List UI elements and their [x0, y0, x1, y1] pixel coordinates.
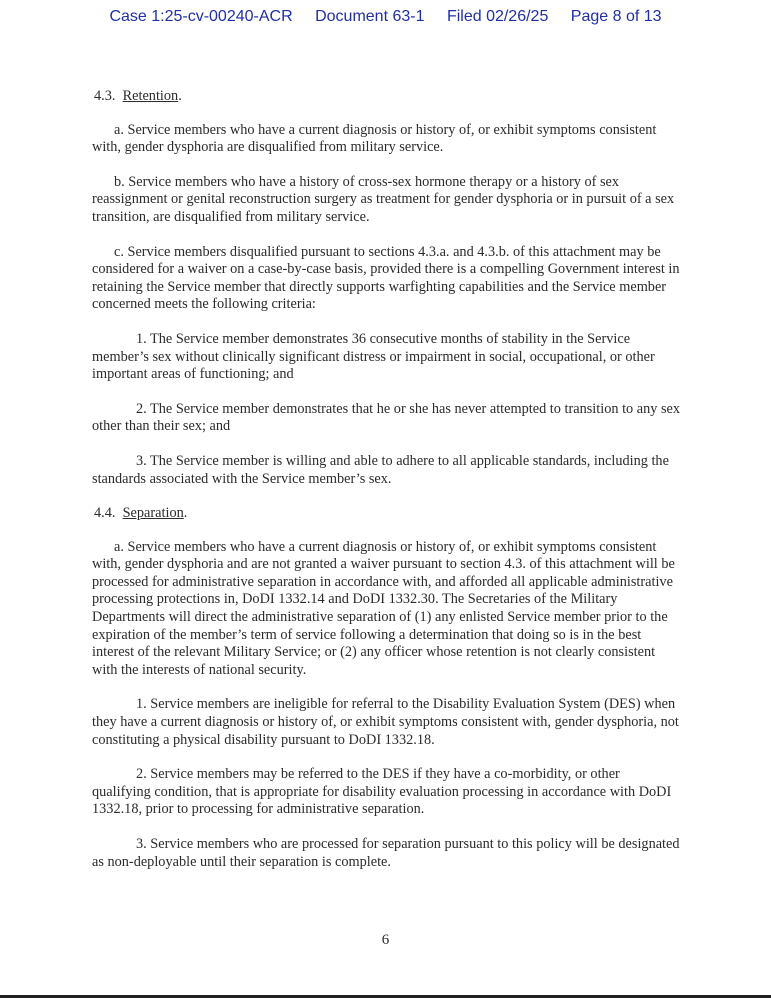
paragraph-4-3-c-2: 2. The Service member demonstrates that he or she has never attempted to transition to any sex other than their sex; and [92, 400, 681, 435]
section-number: 4.4. [94, 505, 116, 522]
section-title: Retention [122, 88, 179, 104]
paragraph-4-4-a: a. Service members who have a current diagnosis or history of, or exhibit symptoms consistent with, gender dysphoria and are not granted a waiver pursuant to section 4.3. of this attachment will be processed for administrative separation in accordance with, and afforded all applicable administrative processing protections in, DoDI 1332.14 and DoDI 1332.30. The Secretaries of the Military Departments will direct the administrative separation of (1) any enlisted Service member prior to the expiration of the member’s term of service following a determination that doing so is in the best interest of the relevant Military Service; or (2) any officer whose retention is not clearly consistent with the interests of national security. [92, 538, 675, 678]
paragraph-4-4-a-1: 1. Service members are ineligible for referral to the Disability Evaluation System (DES) when they have a current diagnosis or history of, or exhibit symptoms consistent with, gender dysphoria, not constituting a physical disability pursuant to DoDI 1332.18. [92, 696, 679, 748]
page-number: 6 [381, 932, 390, 948]
paragraph-4-3-a: a. Service members who have a current diagnosis or history of, or exhibit symptoms consistent with, gender dysphoria are disqualified from military service. [92, 121, 657, 156]
paragraph-4-4-a-3: 3. Service members who are processed for separation pursuant to this policy will be designated as non-deployable until their separation is complete. [92, 836, 680, 870]
page-indicator: Page 8 of 13 [570, 8, 662, 25]
filed-date: Filed 02/26/25 [446, 8, 549, 25]
paragraph-4-3-c-1: 1. The Service member demonstrates 36 consecutive months of stability in the Service member’s sex without clinically significant distress or impairment in social, occupational, or other important areas of functioning; and [92, 330, 655, 383]
paragraph-4-3-c-3: 3. The Service member is willing and able to adhere to all applicable standards, including the standards associated with the Service member’s sex. [92, 452, 669, 487]
section-number: 4.3. [94, 88, 116, 104]
document-body [92, 88, 682, 888]
court-filing-header [0, 8, 771, 26]
page-bottom-divider [0, 995, 771, 998]
section-heading-retention: 4.3. Retention. [94, 88, 182, 104]
paragraph-4-3-c: c. Service members disqualified pursuant to sections 4.3.a. and 4.3.b. of this attachment may be considered for a waiver on a case-by-case basis, provided there is a compelling Government interest in retaining the Service member that directly supports warfighting capabilities and the Service member concerned meets the following criteria: [92, 243, 680, 313]
paragraph-4-4-a-2: 2. Service members may be referred to the DES if they have a co-morbidity, or other qualifying condition, that is appropriate for disability evaluation processing in accordance with DoDI 1332.18, prior to processing for administrative separation. [92, 766, 672, 818]
case-number: Case 1:25-cv-00240-ACR [109, 8, 293, 25]
paragraph-4-3-b: b. Service members who have a history of cross-sex hormone therapy or a history of sex reassignment or genital reconstruction surgery as treatment for gender dysphoria or in pursuit of a sex transition, are disqualified from military service. [92, 173, 675, 225]
section-heading-separation: 4.4. Separation. [94, 505, 188, 522]
document-number: Document 63-1 [315, 8, 425, 25]
section-title: Separation [122, 505, 184, 522]
